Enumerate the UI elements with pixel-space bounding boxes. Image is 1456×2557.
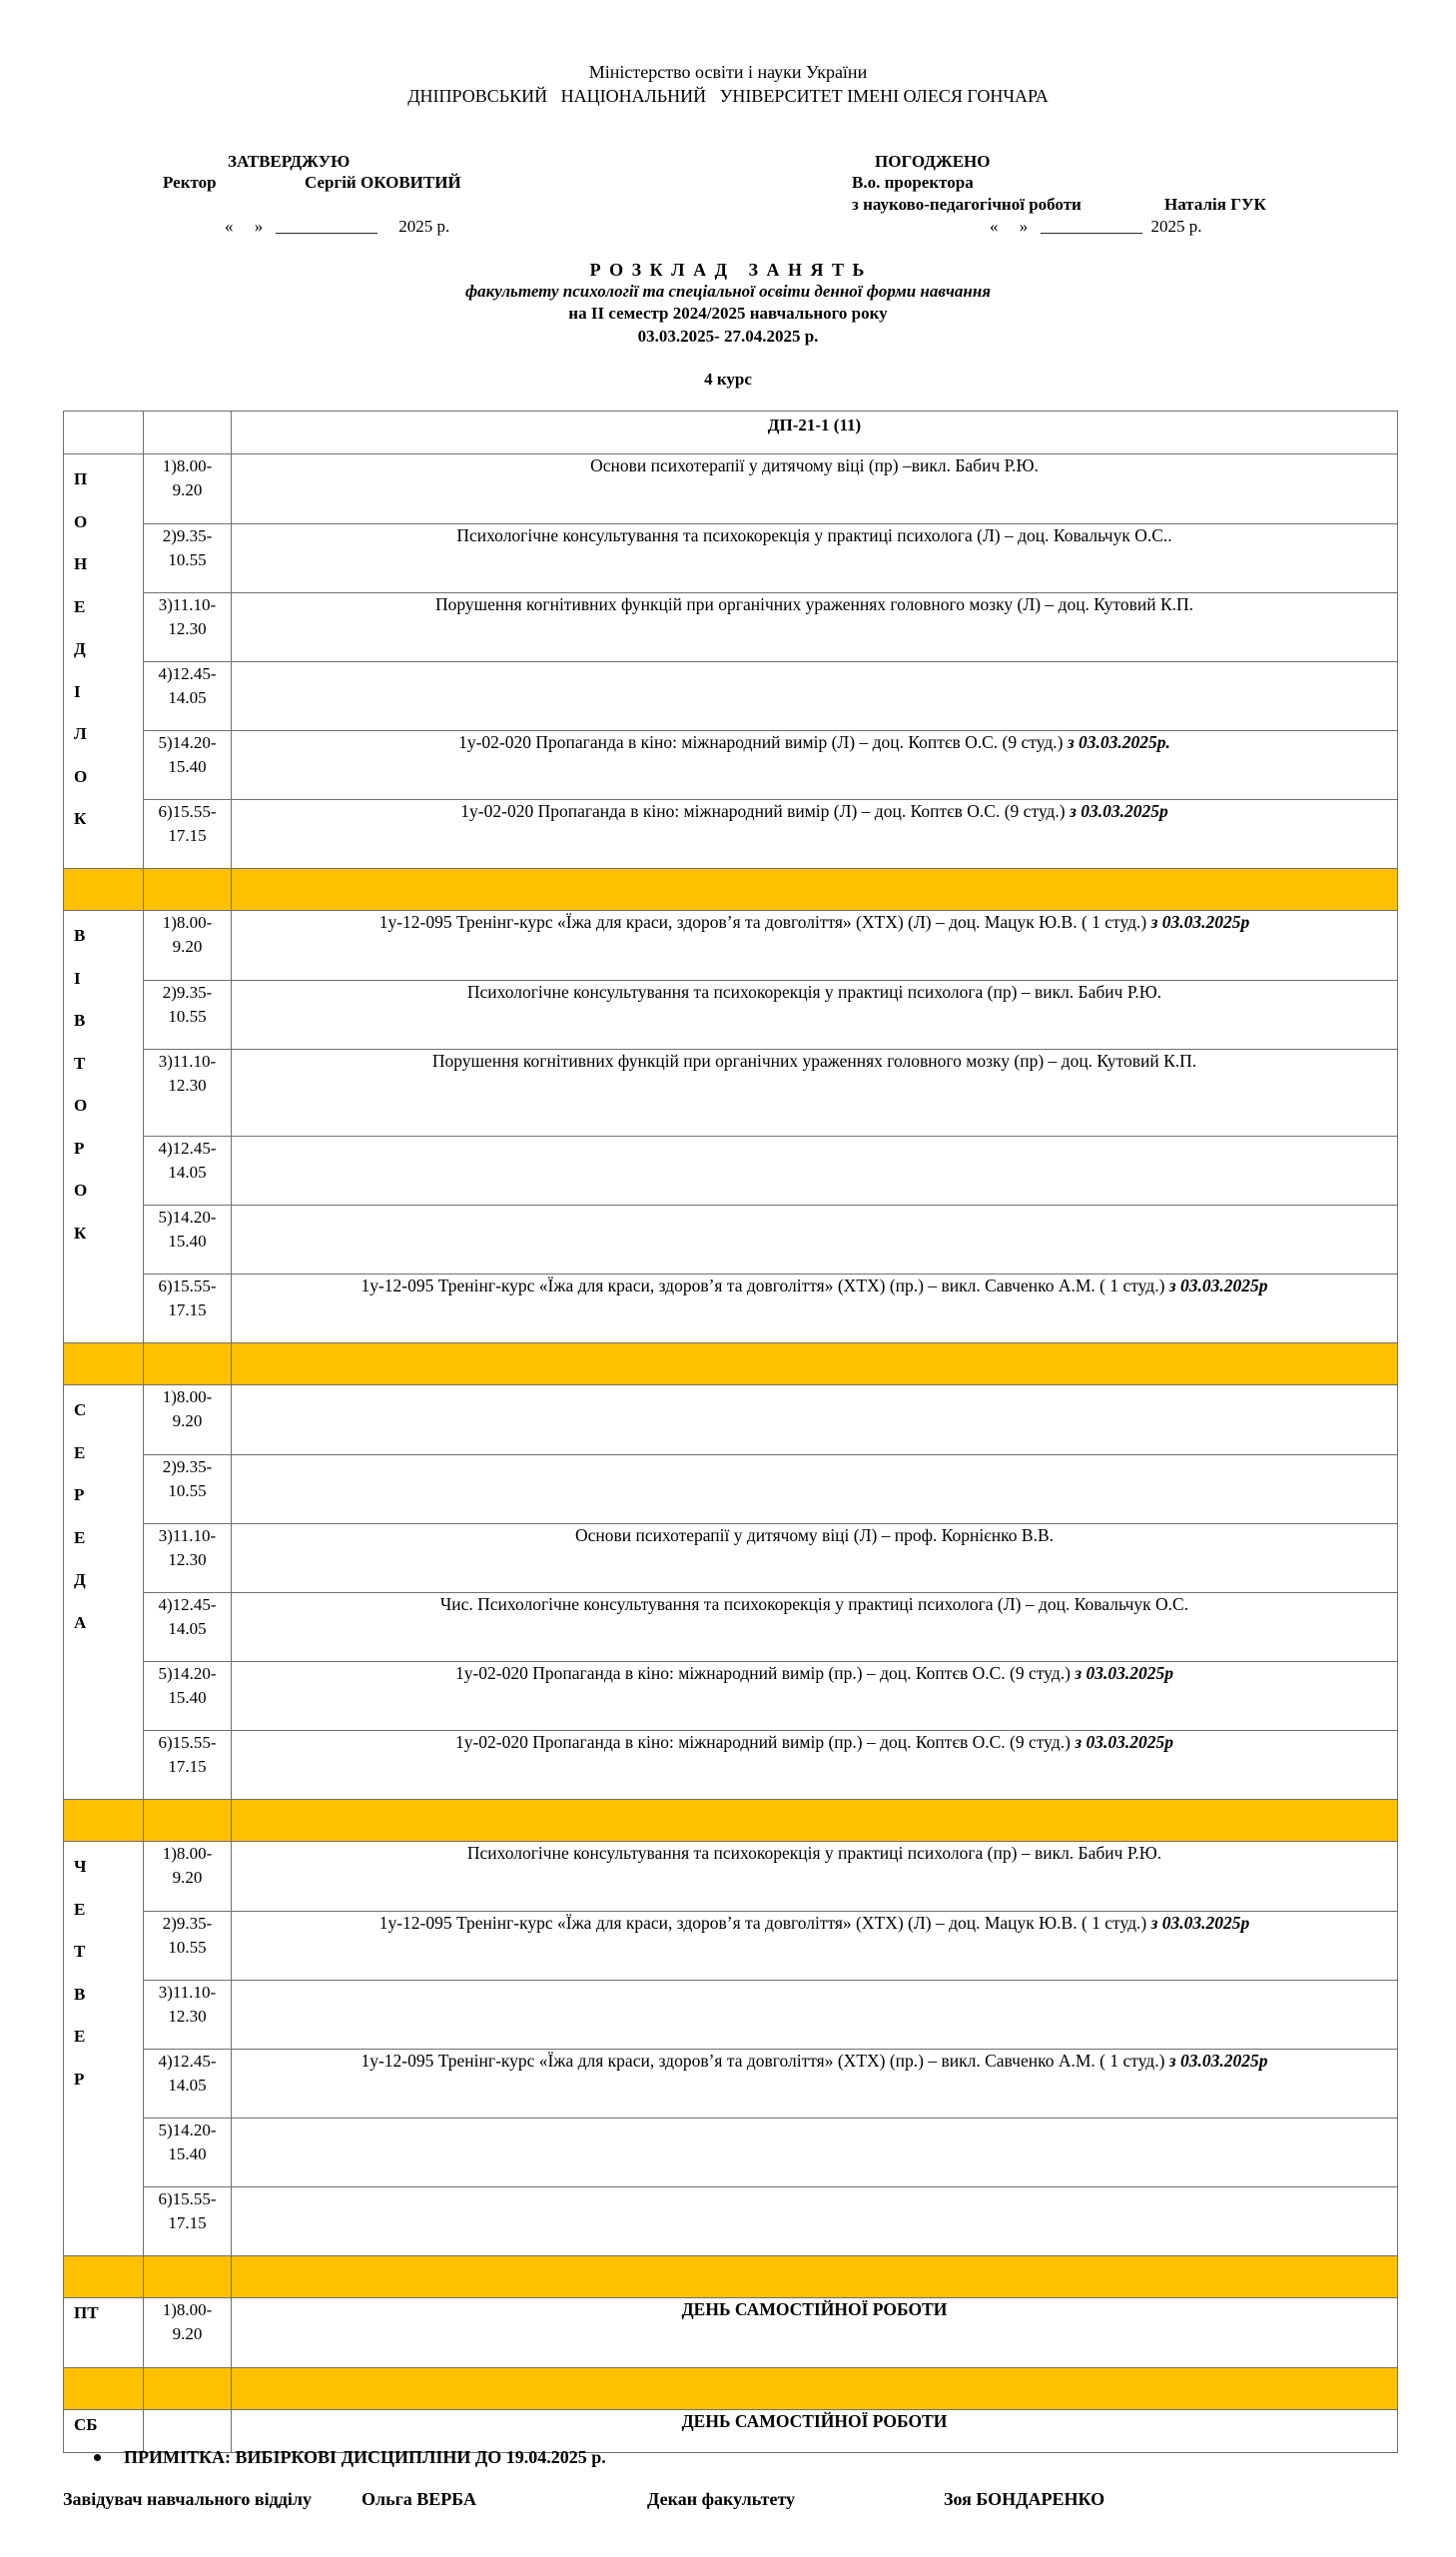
time-slot — [144, 800, 232, 869]
faculty-line: факультету психології та спеціальної освіти денної форми навчання — [464, 282, 992, 301]
schedule-row — [64, 1275, 1398, 1343]
day-name — [64, 1842, 143, 2101]
self-study-text: ДЕНЬ САМОСТІЙНОЇ РОБОТИ — [681, 2411, 948, 2431]
separator-cell — [144, 2256, 232, 2298]
separator-cell — [232, 869, 1398, 911]
class-text: 1у-12-095 Тренінг-курс «Їжа для краси, здоров’я та довголіття» (ХТХ) (Л) – доц. Мацук Ю.В. ( 1 студ.) — [378, 912, 1151, 932]
time-slot — [144, 731, 232, 800]
day-letter: К — [74, 809, 87, 828]
approve-date: « » ____________ 2025 р. — [225, 217, 450, 236]
schedule-row — [64, 1662, 1398, 1731]
time-slot — [144, 524, 232, 593]
time-slot-label: 6)15.55- 17.15 — [158, 802, 217, 845]
day-letter: Р — [74, 1485, 85, 1504]
class-cell — [232, 662, 1398, 731]
class-cell — [232, 1912, 1398, 1981]
separator-cell — [144, 1800, 232, 1842]
day-separator-row — [64, 1343, 1398, 1385]
day-separator-row — [64, 2368, 1398, 2410]
class-text: 1у-02-020 Пропаганда в кіно: міжнародний вимір (пр.) – доц. Коптєв О.С. (9 студ.) — [454, 1663, 1076, 1683]
schedule-row — [64, 1593, 1398, 1662]
time-slot-label: 1)8.00- 9.20 — [162, 1387, 213, 1430]
day-header-cell — [64, 412, 144, 454]
class-cell — [232, 1385, 1398, 1455]
time-slot-label: 4)12.45- 14.05 — [158, 2052, 217, 2095]
time-slot — [144, 2119, 232, 2187]
day-letter: Д — [74, 639, 86, 658]
time-slot — [144, 1731, 232, 1800]
schedule-row — [64, 2050, 1398, 2119]
class-start-note: з 03.03.2025р — [1150, 912, 1250, 932]
day-letter: О — [74, 511, 88, 531]
time-slot-label: 4)12.45- 14.05 — [158, 664, 217, 707]
time-slot-label: 4)12.45- 14.05 — [158, 1595, 217, 1638]
time-slot — [144, 2187, 232, 2256]
class-text: Психологічне консультування та психокорекція у практиці психолога (пр) – викл. Бабич Р.Ю. — [466, 1843, 1162, 1863]
class-text: 1у-02-020 Пропаганда в кіно: міжнародний вимір (пр.) – доц. Коптєв О.С. (9 студ.) — [454, 1732, 1076, 1752]
time-slot — [144, 1662, 232, 1731]
time-slot-label: 6)15.55- 17.15 — [158, 1277, 217, 1319]
separator-cell — [64, 1800, 144, 1842]
time-slot-label: 2)9.35- 10.55 — [162, 1457, 213, 1500]
class-start-note: з 03.03.2025р — [1070, 801, 1168, 821]
separator-cell — [144, 869, 232, 911]
schedule-row — [64, 800, 1398, 869]
day-name-cell — [64, 2298, 144, 2368]
time-slot — [144, 1593, 232, 1662]
day-letter: П — [74, 469, 88, 488]
agree-position-line1: В.о. проректора — [852, 173, 974, 192]
day-letter: Т — [74, 1942, 86, 1961]
day-letter: Е — [74, 1527, 86, 1547]
class-cell — [232, 1731, 1398, 1800]
day-name — [64, 1385, 143, 1644]
class-cell — [232, 731, 1398, 800]
day-separator-row — [64, 2256, 1398, 2298]
schedule-row — [64, 2119, 1398, 2187]
day-letter: Р — [74, 1138, 85, 1158]
class-cell — [232, 2050, 1398, 2119]
university-line: ДНІПРОВСЬКИЙ НАЦІОНАЛЬНИЙ УНІВЕРСИТЕТ ІМЕНІ ОЛЕСЯ ГОНЧАРА — [407, 86, 1049, 106]
schedule-row — [64, 1206, 1398, 1275]
class-cell — [232, 524, 1398, 593]
class-text: 1у-02-020 Пропаганда в кіно: міжнародний вимір (Л) – доц. Коптєв О.С. (9 студ.) — [458, 732, 1068, 752]
day-letter: І — [74, 681, 81, 701]
time-slot — [144, 1524, 232, 1593]
class-start-note: з 03.03.2025р — [1075, 1732, 1173, 1752]
day-letter: О — [74, 766, 88, 786]
time-slot — [144, 1050, 232, 1137]
day-letter: О — [74, 1096, 88, 1115]
time-slot-label: 3)11.10- 12.30 — [158, 1983, 217, 2026]
separator-cell — [232, 2368, 1398, 2410]
day-letter: Е — [74, 1442, 86, 1462]
time-slot-label: 1)8.00- 9.20 — [162, 913, 213, 956]
separator-cell — [144, 2368, 232, 2410]
separator-cell — [64, 2256, 144, 2298]
electives-note: ПРИМІТКА: ВИБІРКОВІ ДИСЦИПЛІНИ ДО 19.04.2025 р. — [124, 2447, 606, 2467]
self-study-text: ДЕНЬ САМОСТІЙНОЇ РОБОТИ — [681, 2299, 948, 2319]
day-letter: Т — [74, 1053, 86, 1073]
class-text: Чис. Психологічне консультування та психокорекція у практиці психолога (Л) – доц. Ковальчук О.С. — [439, 1594, 1189, 1614]
time-slot — [144, 1137, 232, 1206]
agree-name: Наталія ГУК — [1164, 195, 1266, 214]
schedule-row — [64, 1912, 1398, 1981]
course-line: 4 курс — [704, 370, 752, 389]
class-start-note: з 03.03.2025р. — [1067, 732, 1170, 752]
agree-label: ПОГОДЖЕНО — [875, 152, 991, 171]
time-slot — [144, 911, 232, 981]
schedule-row — [64, 1842, 1398, 1912]
footer-right-name: Зоя БОНДАРЕНКО — [944, 2489, 1105, 2509]
period-line: 03.03.2025- 27.04.2025 р. — [637, 327, 819, 346]
time-slot — [144, 981, 232, 1050]
class-text: 1у-12-095 Тренінг-курс «Їжа для краси, здоров’я та довголіття» (ХТХ) (пр.) – викл. Савченко А.М. ( 1 студ.) — [361, 2051, 1169, 2071]
schedule-row — [64, 662, 1398, 731]
class-text: Психологічне консультування та психокорекція у практиці психолога (Л) – доц. Ковальчук О.С.. — [456, 525, 1172, 545]
schedule-table — [63, 411, 1398, 2453]
schedule-row — [64, 593, 1398, 662]
semester-line: на II семестр 2024/2025 навчального року — [568, 304, 888, 323]
schedule-row — [64, 1385, 1398, 1455]
time-slot-label: 5)14.20- 15.40 — [158, 2121, 217, 2163]
day-letter: Е — [74, 2027, 86, 2046]
time-slot-label: 5)14.20- 15.40 — [158, 733, 217, 776]
day-letter: Д — [74, 1570, 86, 1589]
class-text: Психологічне консультування та психокорекція у практиці психолога (пр) – викл. Бабич Р.Ю. — [466, 982, 1162, 1002]
class-text: Порушення когнітивних функцій при органічних ураженнях головного мозку (Л) – доц. Кутовий К.П. — [434, 594, 1194, 614]
self-study-cell — [232, 2298, 1398, 2368]
schedule-table-body — [64, 412, 1398, 2453]
time-slot — [144, 662, 232, 731]
schedule-row — [64, 731, 1398, 800]
separator-cell — [232, 1800, 1398, 1842]
day-letter: Ч — [74, 1857, 87, 1876]
day-letter: Л — [74, 724, 87, 743]
time-slot-label: 1)8.00- 9.20 — [162, 2300, 213, 2343]
separator-cell — [64, 2368, 144, 2410]
approve-label: ЗАТВЕРДЖУЮ — [228, 152, 351, 171]
class-cell — [232, 1981, 1398, 2050]
class-cell — [232, 454, 1398, 524]
class-cell — [232, 1455, 1398, 1524]
ministry-line: Міністерство освіти і науки України — [588, 62, 868, 82]
time-slot-label: 2)9.35- 10.55 — [162, 1914, 213, 1957]
time-slot-label: 3)11.10- 12.30 — [158, 1526, 217, 1569]
class-cell — [232, 2119, 1398, 2187]
friday-day: ПТ — [74, 2303, 99, 2322]
time-slot — [144, 1385, 232, 1455]
day-separator-row — [64, 1800, 1398, 1842]
class-cell — [232, 981, 1398, 1050]
day-name — [64, 454, 143, 841]
saturday-day: СБ — [74, 2415, 98, 2434]
day-letter: Е — [74, 1899, 86, 1919]
time-slot — [144, 1206, 232, 1275]
class-start-note: з 03.03.2025р — [1168, 2051, 1268, 2071]
time-slot — [144, 454, 232, 524]
class-start-note: з 03.03.2025р — [1075, 1663, 1173, 1683]
class-cell — [232, 2187, 1398, 2256]
day-letter: К — [74, 1223, 87, 1243]
class-text: Основи психотерапії у дитячому віці (Л) – проф. Корнієнко В.В. — [574, 1525, 1054, 1545]
day-letter: Е — [74, 596, 86, 616]
time-slot — [144, 593, 232, 662]
class-cell — [232, 1275, 1398, 1343]
time-slot — [144, 1912, 232, 1981]
time-slot-label: 3)11.10- 12.30 — [158, 595, 217, 638]
day-letter: А — [74, 1612, 87, 1632]
day-letter: І — [74, 968, 81, 988]
approve-name: Сергій ОКОВИТИЙ — [305, 173, 461, 192]
time-slot-label: 2)9.35- 10.55 — [162, 526, 213, 569]
day-letter: В — [74, 926, 86, 945]
day-name-cell — [64, 1842, 144, 2256]
group-header: ДП-21-1 (11) — [232, 412, 1398, 454]
group-header-row — [64, 412, 1398, 454]
schedule-title: Р О З К Л А Д З А Н Я Т Ь — [589, 260, 867, 280]
day-name-cell — [64, 1385, 144, 1800]
schedule-row — [64, 1455, 1398, 1524]
time-slot-label: 5)14.20- 15.40 — [158, 1664, 217, 1707]
time-slot-label: 1)8.00- 9.20 — [162, 1844, 213, 1887]
footer-left-position: Завідувач навчального відділу — [63, 2489, 312, 2509]
time-slot — [144, 1455, 232, 1524]
time-slot-label: 1)8.00- 9.20 — [162, 456, 213, 499]
class-cell — [232, 1050, 1398, 1137]
time-slot-label: 6)15.55- 17.15 — [158, 2189, 217, 2232]
friday-row — [64, 2298, 1398, 2368]
class-start-note: з 03.03.2025р — [1150, 1913, 1250, 1933]
day-letter: В — [74, 1984, 86, 2004]
class-cell — [232, 1662, 1398, 1731]
separator-cell — [64, 869, 144, 911]
schedule-row — [64, 454, 1398, 524]
day-name — [64, 911, 143, 1255]
class-cell — [232, 1593, 1398, 1662]
class-text: 1у-12-095 Тренінг-курс «Їжа для краси, здоров’я та довголіття» (ХТХ) (пр.) – викл. Савченко А.М. ( 1 студ.) — [361, 1276, 1169, 1295]
schedule-row — [64, 1981, 1398, 2050]
time-slot-label: 2)9.35- 10.55 — [162, 983, 213, 1026]
schedule-row — [64, 911, 1398, 981]
bullet-icon — [94, 2454, 101, 2461]
separator-cell — [64, 1343, 144, 1385]
day-letter: Н — [74, 554, 88, 573]
class-cell — [232, 1137, 1398, 1206]
schedule-row — [64, 2187, 1398, 2256]
time-slot — [144, 1981, 232, 2050]
day-letter: В — [74, 1011, 86, 1030]
separator-cell — [232, 2256, 1398, 2298]
class-text: 1у-02-020 Пропаганда в кіно: міжнародний вимір (Л) – доц. Коптєв О.С. (9 студ.) — [460, 801, 1070, 821]
schedule-row — [64, 981, 1398, 1050]
class-cell — [232, 1842, 1398, 1912]
time-slot — [144, 1275, 232, 1343]
separator-cell — [232, 1343, 1398, 1385]
class-cell — [232, 1524, 1398, 1593]
schedule-row — [64, 1731, 1398, 1800]
class-cell — [232, 593, 1398, 662]
class-text: Основи психотерапії у дитячому віці (пр) –викл. Бабич Р.Ю. — [590, 455, 1039, 475]
schedule-row — [64, 524, 1398, 593]
schedule-row — [64, 1137, 1398, 1206]
separator-cell — [144, 1343, 232, 1385]
time-header-cell — [144, 412, 232, 454]
day-letter: Р — [74, 2069, 85, 2089]
footer-right-position: Декан факультету — [647, 2489, 796, 2509]
day-separator-row — [64, 869, 1398, 911]
day-letter: С — [74, 1400, 87, 1419]
day-name-cell — [64, 911, 144, 1343]
schedule-row — [64, 1050, 1398, 1137]
class-text: 1у-12-095 Тренінг-курс «Їжа для краси, здоров’я та довголіття» (ХТХ) (Л) – доц. Мацук Ю.В. ( 1 студ.) — [378, 1913, 1151, 1933]
class-cell — [232, 1206, 1398, 1275]
class-start-note: з 03.03.2025р — [1168, 1276, 1268, 1295]
class-cell — [232, 800, 1398, 869]
approve-position: Ректор — [163, 173, 217, 192]
time-slot — [144, 2298, 232, 2368]
day-name-cell — [64, 454, 144, 869]
time-slot — [144, 1842, 232, 1912]
agree-date: « » ____________ 2025 р. — [990, 217, 1202, 236]
time-slot-label: 4)12.45- 14.05 — [158, 1139, 217, 1182]
time-slot-label: 6)15.55- 17.15 — [158, 1733, 217, 1776]
class-text: Порушення когнітивних функцій при органічних ураженнях головного мозку (пр) – доц. Кутовий К.П. — [431, 1051, 1197, 1071]
class-cell — [232, 911, 1398, 981]
schedule-row — [64, 1524, 1398, 1593]
time-slot-label: 5)14.20- 15.40 — [158, 1208, 217, 1251]
agree-position-line2: з науково-педагогічної роботи — [852, 195, 1082, 214]
footer-left-name: Ольга ВЕРБА — [362, 2489, 476, 2509]
time-slot — [144, 2050, 232, 2119]
day-letter: О — [74, 1181, 88, 1200]
time-slot-label: 3)11.10- 12.30 — [158, 1052, 217, 1095]
